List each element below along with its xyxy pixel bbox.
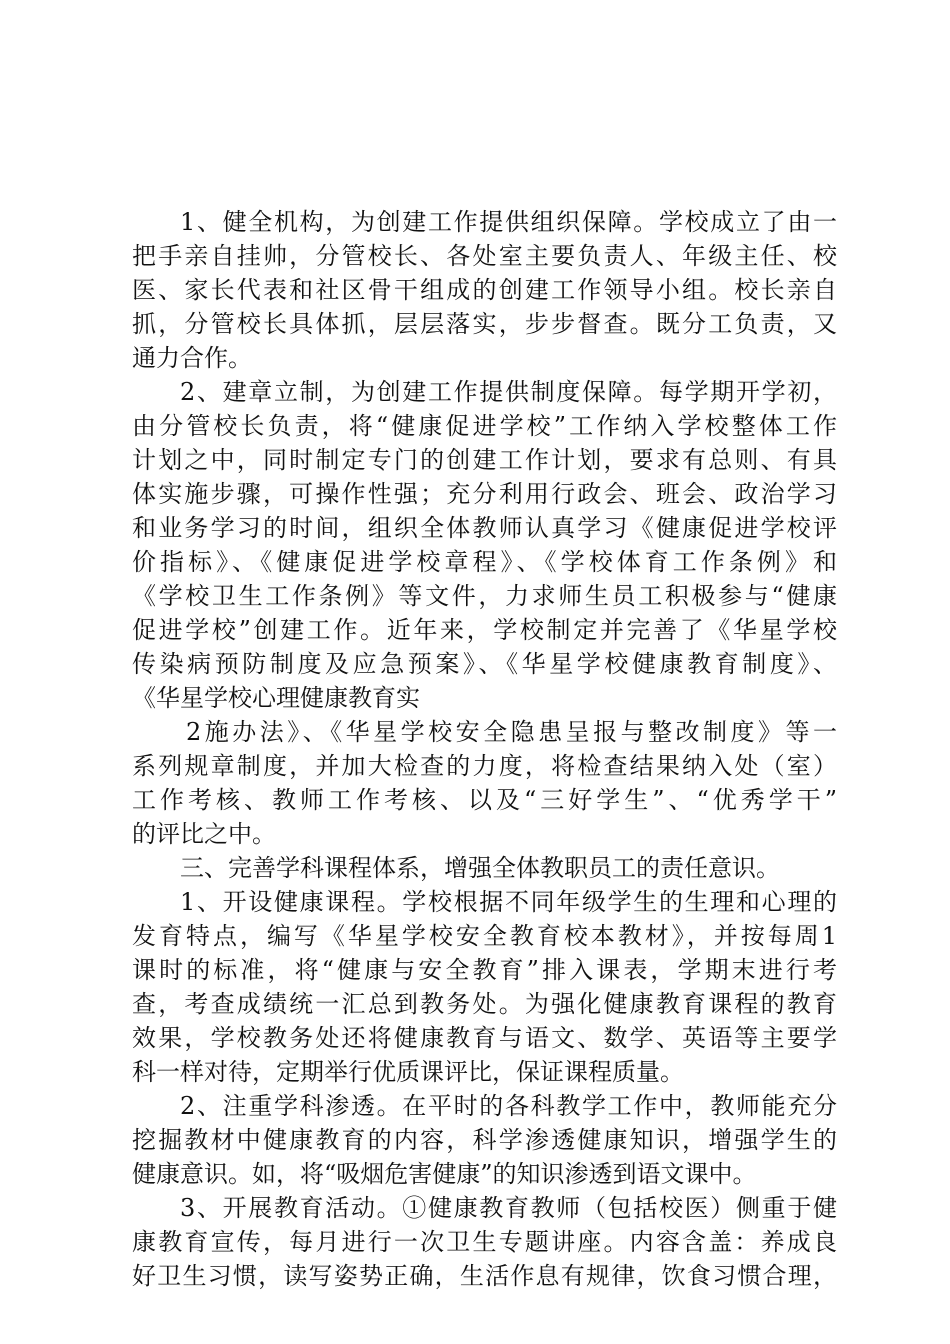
text-line: 工作考核、教师工作考核、以及“三好学生”、“优秀学干” xyxy=(132,786,837,814)
text-line: 促进学校”创建工作。近年来，学校制定并完善了《华星学校 xyxy=(132,616,837,644)
text-line: 1、健全机构，为创建工作提供组织保障。学校成立了由一 xyxy=(180,208,837,236)
text-line: 《华星学校心理健康教育实 xyxy=(132,684,420,712)
text-line: 医、家长代表和社区骨干组成的创建工作领导小组。校长亲自 xyxy=(132,276,837,304)
text-line: 抓，分管校长具体抓，层层落实，步步督查。既分工负责，又 xyxy=(132,310,837,338)
document-body xyxy=(132,205,837,1293)
text-line: 三、完善学科课程体系，增强全体教职员工的责任意识。 xyxy=(180,854,780,882)
text-line: 把手亲自挂帅，分管校长、各处室主要负责人、年级主任、校 xyxy=(132,242,837,270)
text-line: 《学校卫生工作条例》等文件，力求师生员工积极参与“健康 xyxy=(132,582,837,610)
text-line: 发育特点，编写《华星学校安全教育校本教材》，并按每周1 xyxy=(132,922,837,950)
text-line: 3、开展教育活动。①健康教育教师（包括校医）侧重于健 xyxy=(180,1194,837,1222)
text-line: 课时的标准，将“健康与安全教育”排入课表，学期末进行考 xyxy=(132,956,837,984)
text-line: 挖掘教材中健康教育的内容，科学渗透健康知识，增强学生的 xyxy=(132,1126,837,1154)
text-line: 计划之中，同时制定专门的创建工作计划，要求有总则、有具 xyxy=(132,446,837,474)
text-line: 的评比之中。 xyxy=(132,820,276,848)
text-line: 效果，学校教务处还将健康教育与语文、数学、英语等主要学 xyxy=(132,1024,837,1052)
text-line: 由分管校长负责，将“健康促进学校”工作纳入学校整体工作 xyxy=(132,412,837,440)
text-line: 价指标》、《健康促进学校章程》、《学校体育工作条例》和 xyxy=(132,548,837,576)
text-line: 传染病预防制度及应急预案》、《华星学校健康教育制度》、 xyxy=(132,650,837,678)
text-line: 和业务学习的时间，组织全体教师认真学习《健康促进学校评 xyxy=(132,514,837,542)
text-line: 2、建章立制，为创建工作提供制度保障。每学期开学初， xyxy=(180,378,837,406)
text-line: 健康意识。如，将“吸烟危害健康”的知识渗透到语文课中。 xyxy=(132,1160,757,1188)
text-line: 科一样对待，定期举行优质课评比，保证课程质量。 xyxy=(132,1058,684,1086)
text-line: 2、注重学科渗透。在平时的各科教学工作中，教师能充分 xyxy=(180,1092,837,1120)
text-line: 系列规章制度，并加大检查的力度，将检查结果纳入处（室） xyxy=(132,752,837,780)
text-line: 康教育宣传，每月进行一次卫生专题讲座。内容含盖：养成良 xyxy=(132,1228,837,1256)
text-line: 2施办法》、《华星学校安全隐患呈报与整改制度》等一 xyxy=(186,718,837,746)
text-line: 1、开设健康课程。学校根据不同年级学生的生理和心理的 xyxy=(180,888,837,916)
text-line: 查，考查成绩统一汇总到教务处。为强化健康教育课程的教育 xyxy=(132,990,837,1018)
text-line: 体实施步骤，可操作性强；充分利用行政会、班会、政治学习 xyxy=(132,480,837,508)
text-line: 通力合作。 xyxy=(132,344,252,372)
text-line: 好卫生习惯，读写姿势正确，生活作息有规律，饮食习惯合理， xyxy=(132,1262,837,1290)
